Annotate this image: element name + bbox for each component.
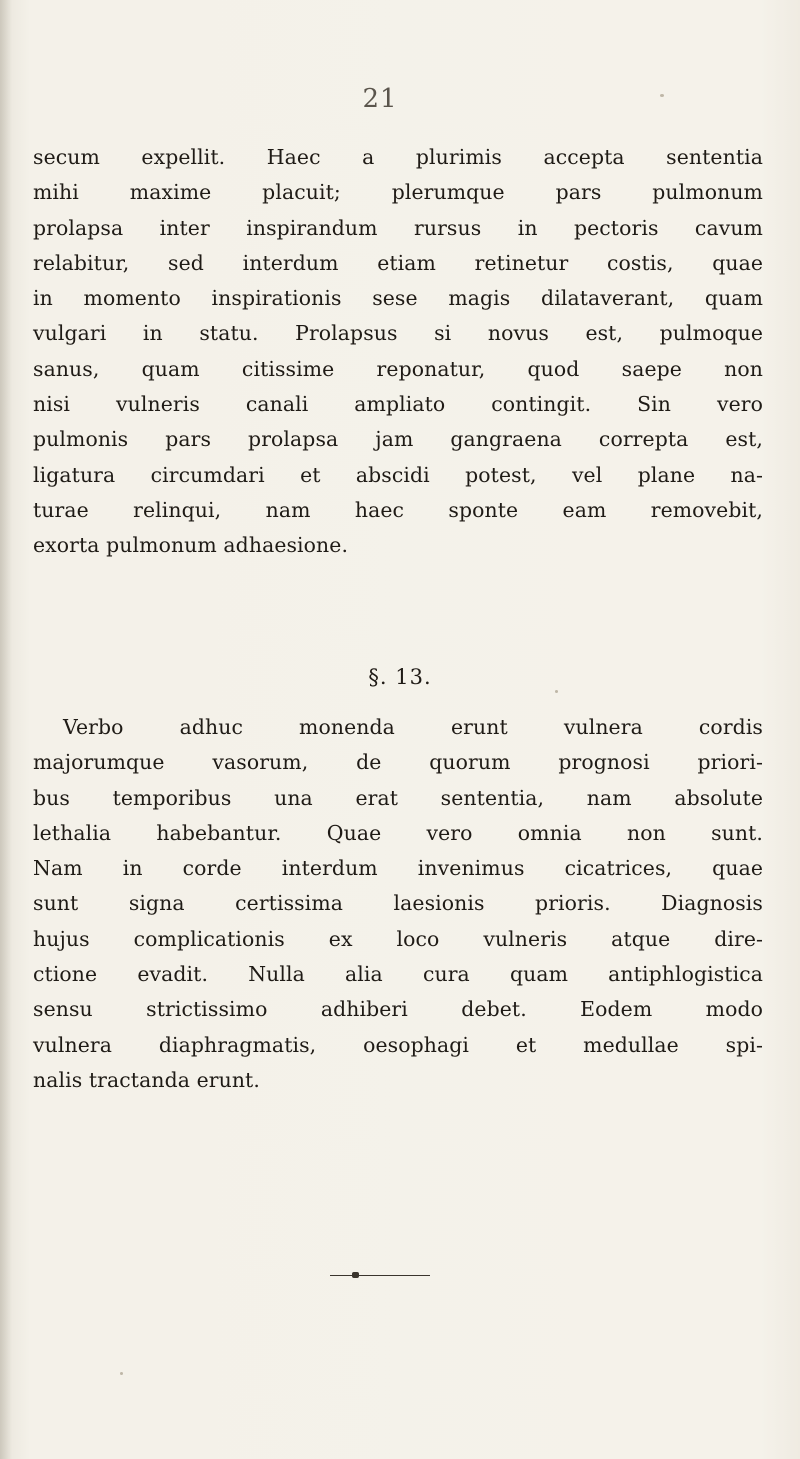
text-line: turae relinqui, nam haec sponte eam removebit,: [33, 497, 763, 522]
text-line: bus temporibus una erat sententia, nam absolute: [33, 785, 763, 810]
text-line: vulgari in statu. Prolapsus si novus est, pulmoque: [33, 321, 763, 346]
paper-speck: [120, 1372, 123, 1375]
paper-speck: [555, 690, 558, 693]
text-line: Nam in corde interdum invenimus cicatrices, quae: [33, 856, 763, 881]
text-line: majorumque vasorum, de quorum prognosi priori-: [33, 750, 763, 775]
section-heading: §. 13.: [368, 665, 432, 689]
paragraph-2: [33, 710, 763, 1098]
paragraph-1: [33, 140, 763, 564]
text-line: relabitur, sed interdum etiam retinetur costis, quae: [33, 250, 763, 275]
paper-speck: [660, 94, 664, 97]
text-line: pulmonis pars prolapsa jam gangraena correpta est,: [33, 427, 763, 452]
page-number: 21: [362, 84, 398, 114]
text-line: mihi maxime placuit; plerumque pars pulmonum: [33, 180, 763, 205]
text-line: vulnera diaphragmatis, oesophagi et medullae spi-: [33, 1032, 763, 1057]
page-gutter-shadow: [0, 0, 12, 1459]
text-line: ligatura circumdari et abscidi potest, vel plane na-: [33, 462, 763, 487]
text-line: secum expellit. Haec a plurimis accepta sententia: [33, 145, 763, 169]
text-line: nisi vulneris canali ampliato contingit. Sin vero: [33, 392, 763, 417]
end-rule-divider: [330, 1275, 430, 1276]
text-line: hujus complicationis ex loco vulneris atque dire-: [33, 926, 763, 951]
text-line: prolapsa inter inspirandum rursus in pectoris cavum: [33, 215, 763, 240]
text-line: sunt signa certissima laesionis prioris. Diagnosis: [33, 891, 763, 916]
text-line: in momento inspirationis sese magis dilataverant, quam: [33, 286, 763, 311]
text-line: exorta pulmonum adhaesione.: [33, 533, 349, 558]
end-rule-ornament-icon: [352, 1272, 359, 1278]
text-line: ctione evadit. Nulla alia cura quam antiphlogistica: [33, 962, 763, 987]
text-line: sanus, quam citissime reponatur, quod saepe non: [33, 356, 763, 381]
text-line: nalis tractanda erunt.: [33, 1067, 260, 1092]
text-line: lethalia habebantur. Quae vero omnia non sunt.: [33, 820, 763, 845]
text-line: sensu strictissimo adhiberi debet. Eodem modo: [33, 997, 763, 1022]
text-line: Verbo adhuc monenda erunt vulnera cordis: [63, 715, 763, 739]
